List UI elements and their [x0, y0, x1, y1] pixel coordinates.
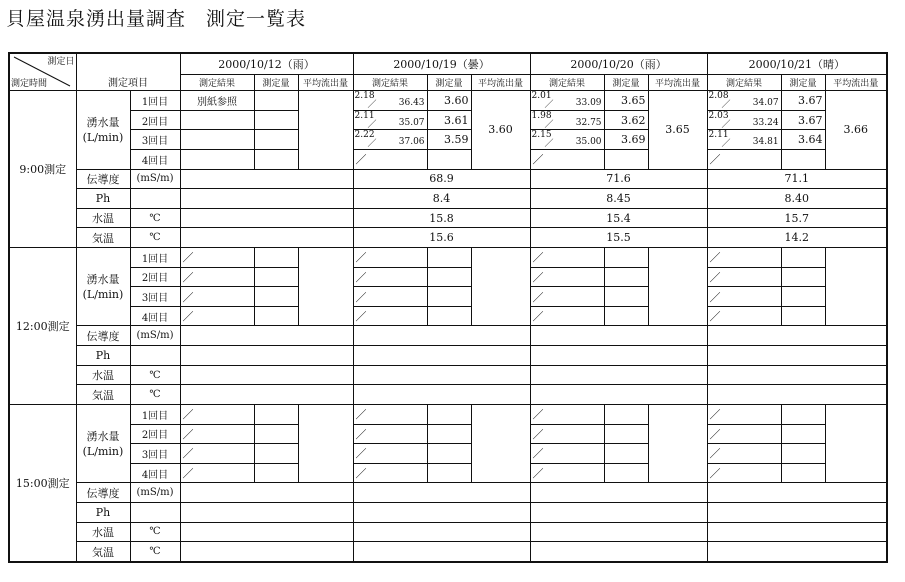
result-slash: ／	[544, 100, 554, 111]
volume-cell: 3.60	[427, 91, 471, 111]
conductivity-value: 71.1	[707, 169, 887, 189]
conductivity-value: 71.6	[530, 169, 707, 189]
conductivity-value	[530, 326, 707, 346]
result-cell: ／	[180, 404, 254, 424]
ph-value	[180, 346, 353, 366]
result-amount: 35.07	[398, 117, 425, 128]
air-temp-label: 気温	[76, 542, 130, 562]
air-temp-unit: ℃	[130, 542, 180, 562]
table-row-water-temp	[9, 365, 887, 385]
date-header-2: 2000/10/19（曇）	[353, 53, 530, 74]
volume-cell	[427, 444, 471, 464]
water-temp-label: 水温	[76, 208, 130, 228]
water-temp-value: 15.4	[530, 208, 707, 228]
sub-header-avg: 平均流出量	[298, 74, 353, 91]
result-cell: ／	[353, 306, 427, 326]
table-row	[9, 404, 887, 424]
volume-cell	[604, 404, 648, 424]
result-cell: ／	[530, 248, 604, 268]
result-time: 2.11	[354, 110, 375, 121]
volume-cell: 3.65	[604, 91, 648, 111]
volume-cell	[254, 287, 298, 307]
air-temp-value	[180, 542, 353, 562]
table-row-conductivity	[9, 169, 887, 189]
avg-cell: 3.60	[471, 91, 530, 169]
table-row-ph	[9, 189, 887, 209]
result-note: 別紙参照	[180, 91, 254, 111]
air-temp-value	[180, 228, 353, 248]
conductivity-unit: (mS/m)	[130, 326, 180, 346]
volume-cell	[781, 424, 825, 444]
water-temp-unit: ℃	[130, 522, 180, 542]
table-row-water-temp	[9, 522, 887, 542]
volume-cell	[781, 306, 825, 326]
result-cell: ／	[180, 248, 254, 268]
time-block-label: 9:00測定	[9, 91, 76, 248]
water-temp-value	[530, 365, 707, 385]
volume-cell	[781, 248, 825, 268]
avg-cell	[298, 248, 353, 326]
result-cell	[530, 130, 604, 150]
conductivity-value	[707, 326, 887, 346]
water-temp-label: 水温	[76, 522, 130, 542]
result-cell: ／	[353, 248, 427, 268]
ph-value	[707, 502, 887, 522]
result-cell: ／	[180, 444, 254, 464]
sub-header-avg: 平均流出量	[648, 74, 707, 91]
volume-cell	[781, 463, 825, 483]
water-temp-value: 15.8	[353, 208, 530, 228]
air-temp-unit: ℃	[130, 385, 180, 405]
result-slash: ／	[367, 119, 377, 130]
volume-cell	[781, 150, 825, 170]
volume-cell	[254, 463, 298, 483]
result-amount: 36.43	[398, 98, 425, 109]
conductivity-value	[707, 483, 887, 503]
result-cell	[180, 130, 254, 150]
result-cell: ／	[180, 463, 254, 483]
slot-label: 1回目	[130, 248, 180, 268]
air-temp-label: 気温	[76, 228, 130, 248]
table-row	[9, 267, 887, 287]
volume-cell	[604, 306, 648, 326]
table-row	[9, 444, 887, 464]
ph-unit	[130, 189, 180, 209]
volume-cell: 3.67	[781, 110, 825, 130]
volume-cell	[604, 150, 648, 170]
table-row-air-temp	[9, 228, 887, 248]
water-temp-value	[353, 365, 530, 385]
result-amount: 33.24	[752, 117, 779, 128]
volume-cell	[254, 150, 298, 170]
slot-label: 1回目	[130, 91, 180, 111]
slot-label: 2回目	[130, 267, 180, 287]
conductivity-label: 伝導度	[76, 169, 130, 189]
result-time: 1.98	[531, 110, 552, 121]
air-temp-value: 15.5	[530, 228, 707, 248]
conductivity-value	[180, 169, 353, 189]
ph-unit	[130, 346, 180, 366]
table-row	[9, 424, 887, 444]
table-row-ph	[9, 502, 887, 522]
water-temp-value	[353, 522, 530, 542]
volume-cell	[781, 287, 825, 307]
time-block-label: 15:00測定	[9, 404, 76, 562]
result-cell	[180, 110, 254, 130]
result-time: 2.03	[708, 110, 729, 121]
volume-cell: 3.61	[427, 110, 471, 130]
volume-cell: 3.62	[604, 110, 648, 130]
result-time: 2.18	[354, 91, 375, 102]
ph-label: Ph	[76, 502, 130, 522]
avg-cell	[298, 404, 353, 482]
result-slash: ／	[367, 139, 377, 150]
result-time: 2.22	[354, 130, 375, 141]
sub-header-result: 測定結果	[180, 74, 254, 91]
avg-cell	[825, 248, 887, 326]
volume-cell: 3.59	[427, 130, 471, 150]
conductivity-value	[530, 483, 707, 503]
volume-cell	[254, 267, 298, 287]
water-temp-value	[180, 522, 353, 542]
result-amount: 34.81	[752, 137, 779, 148]
air-temp-value	[707, 385, 887, 405]
air-temp-value: 15.6	[353, 228, 530, 248]
slot-label: 2回目	[130, 110, 180, 130]
result-cell	[530, 110, 604, 130]
result-amount: 33.09	[575, 98, 602, 109]
slot-label: 3回目	[130, 444, 180, 464]
result-cell: ／	[707, 444, 781, 464]
sub-header-result: 測定結果	[353, 74, 427, 91]
ph-unit	[130, 502, 180, 522]
water-temp-value	[707, 365, 887, 385]
result-cell: ／	[530, 463, 604, 483]
result-cell: ／	[707, 287, 781, 307]
volume-cell	[254, 444, 298, 464]
volume-cell	[427, 287, 471, 307]
table-row	[9, 91, 887, 111]
air-temp-value	[530, 542, 707, 562]
result-cell: ／	[530, 404, 604, 424]
sub-header-volume: 測定量	[604, 74, 648, 91]
ph-value	[707, 346, 887, 366]
volume-cell	[427, 424, 471, 444]
volume-cell	[427, 404, 471, 424]
result-cell	[530, 91, 604, 111]
result-cell: ／	[353, 287, 427, 307]
volume-cell	[604, 424, 648, 444]
air-temp-value	[530, 385, 707, 405]
result-cell	[707, 110, 781, 130]
volume-cell	[781, 404, 825, 424]
air-temp-unit: ℃	[130, 228, 180, 248]
avg-cell	[648, 248, 707, 326]
sub-header-avg: 平均流出量	[471, 74, 530, 91]
ph-value	[530, 502, 707, 522]
water-temp-value	[180, 208, 353, 228]
conductivity-value	[353, 326, 530, 346]
ph-value: 8.40	[707, 189, 887, 209]
avg-cell: 3.66	[825, 91, 887, 169]
conductivity-label: 伝導度	[76, 326, 130, 346]
measurement-table	[8, 52, 888, 563]
volume-cell	[781, 444, 825, 464]
sub-header-volume: 測定量	[781, 74, 825, 91]
table-row	[9, 306, 887, 326]
ph-label: Ph	[76, 189, 130, 209]
volume-cell	[781, 267, 825, 287]
slot-label: 4回目	[130, 463, 180, 483]
water-temp-unit: ℃	[130, 208, 180, 228]
water-temp-value	[180, 365, 353, 385]
volume-cell	[254, 248, 298, 268]
conductivity-value	[180, 326, 353, 346]
volume-cell	[427, 150, 471, 170]
volume-cell: 3.69	[604, 130, 648, 150]
result-slash: ／	[544, 139, 554, 150]
air-temp-value	[353, 385, 530, 405]
flow-label-name: 湧水量	[86, 272, 120, 286]
corner-date-label: 測定日	[47, 57, 75, 67]
volume-cell	[254, 404, 298, 424]
table-row	[9, 110, 887, 130]
ph-value	[530, 346, 707, 366]
table-row	[9, 287, 887, 307]
volume-cell	[254, 424, 298, 444]
result-amount: 32.75	[575, 117, 602, 128]
result-cell: ／	[180, 424, 254, 444]
date-header-4: 2000/10/21（晴）	[707, 53, 887, 74]
flow-label	[76, 248, 130, 326]
result-cell	[707, 130, 781, 150]
result-cell: ／	[530, 287, 604, 307]
ph-label: Ph	[76, 346, 130, 366]
table-row-conductivity	[9, 326, 887, 346]
result-cell: ／	[707, 306, 781, 326]
result-cell: ／	[530, 444, 604, 464]
conductivity-unit: (mS/m)	[130, 169, 180, 189]
result-cell: ／	[353, 444, 427, 464]
flow-label-unit: (L/min)	[82, 444, 124, 458]
conductivity-label: 伝導度	[76, 483, 130, 503]
result-cell	[180, 150, 254, 170]
table-row-ph	[9, 346, 887, 366]
avg-cell	[471, 248, 530, 326]
table-row-air-temp	[9, 542, 887, 562]
slot-label: 3回目	[130, 287, 180, 307]
water-temp-value: 15.7	[707, 208, 887, 228]
volume-cell	[604, 267, 648, 287]
result-slash: ／	[544, 119, 554, 130]
result-time: 2.15	[531, 130, 552, 141]
result-cell: ／	[530, 424, 604, 444]
result-time: 2.01	[531, 91, 552, 102]
date-header-1: 2000/10/12（雨）	[180, 53, 353, 74]
result-cell: ／	[353, 404, 427, 424]
result-cell: ／	[353, 463, 427, 483]
sub-header-result: 測定結果	[530, 74, 604, 91]
avg-cell	[648, 404, 707, 482]
ph-value	[353, 346, 530, 366]
result-cell: ／	[180, 306, 254, 326]
result-cell: ／	[707, 267, 781, 287]
date-header-3: 2000/10/20（雨）	[530, 53, 707, 74]
air-temp-value	[707, 542, 887, 562]
volume-cell	[254, 91, 298, 111]
flow-label	[76, 91, 130, 169]
conductivity-value	[353, 483, 530, 503]
volume-cell	[254, 110, 298, 130]
result-cell: ／	[707, 150, 781, 170]
slot-label: 3回目	[130, 130, 180, 150]
slot-label: 4回目	[130, 150, 180, 170]
flow-label-unit: (L/min)	[82, 130, 124, 144]
slot-label: 2回目	[130, 424, 180, 444]
header-row-dates	[9, 53, 887, 74]
result-cell: ／	[707, 463, 781, 483]
result-slash: ／	[721, 119, 731, 130]
volume-cell	[254, 306, 298, 326]
result-cell: ／	[353, 267, 427, 287]
avg-cell	[471, 404, 530, 482]
table-row-conductivity	[9, 483, 887, 503]
volume-cell	[427, 306, 471, 326]
flow-label-name: 湧水量	[86, 429, 120, 443]
avg-cell	[825, 404, 887, 482]
table-row-water-temp	[9, 208, 887, 228]
flow-label-unit: (L/min)	[82, 287, 124, 301]
time-block-label: 12:00測定	[9, 248, 76, 405]
table-row	[9, 150, 887, 170]
result-cell: ／	[707, 404, 781, 424]
water-temp-value	[530, 522, 707, 542]
conductivity-value	[180, 483, 353, 503]
page-title: 貝屋温泉湧出量調査 測定一覧表	[6, 8, 307, 30]
avg-cell: 3.65	[648, 91, 707, 169]
result-cell	[707, 91, 781, 111]
result-slash: ／	[721, 100, 731, 111]
sub-header-volume: 測定量	[254, 74, 298, 91]
sub-header-avg: 平均流出量	[825, 74, 887, 91]
volume-cell: 3.64	[781, 130, 825, 150]
result-slash: ／	[367, 100, 377, 111]
result-cell: ／	[353, 150, 427, 170]
result-cell: ／	[707, 248, 781, 268]
conductivity-value: 68.9	[353, 169, 530, 189]
air-temp-value	[180, 385, 353, 405]
ph-value	[180, 502, 353, 522]
conductivity-unit: (mS/m)	[130, 483, 180, 503]
volume-cell	[604, 287, 648, 307]
result-cell	[353, 110, 427, 130]
ph-value	[180, 189, 353, 209]
result-cell: ／	[530, 267, 604, 287]
result-amount: 34.07	[752, 98, 779, 109]
item-header: 測定項目	[76, 53, 180, 91]
table-row	[9, 463, 887, 483]
result-cell: ／	[530, 306, 604, 326]
water-temp-value	[707, 522, 887, 542]
air-temp-value	[353, 542, 530, 562]
air-temp-value: 14.2	[707, 228, 887, 248]
air-temp-label: 気温	[76, 385, 130, 405]
volume-cell	[427, 463, 471, 483]
ph-value: 8.45	[530, 189, 707, 209]
slot-label: 4回目	[130, 306, 180, 326]
result-cell: ／	[180, 267, 254, 287]
water-temp-label: 水温	[76, 365, 130, 385]
sub-header-result: 測定結果	[707, 74, 781, 91]
ph-value	[353, 502, 530, 522]
volume-cell	[427, 267, 471, 287]
result-time: 2.11	[708, 130, 729, 141]
volume-cell: 3.67	[781, 91, 825, 111]
result-cell: ／	[180, 287, 254, 307]
volume-cell	[427, 248, 471, 268]
avg-cell	[298, 91, 353, 169]
flow-label	[76, 404, 130, 482]
corner-cell	[9, 53, 76, 91]
volume-cell	[604, 463, 648, 483]
water-temp-unit: ℃	[130, 365, 180, 385]
table-row	[9, 248, 887, 268]
result-cell: ／	[707, 424, 781, 444]
corner-time-label: 測定時間	[11, 79, 48, 90]
result-cell: ／	[530, 150, 604, 170]
result-cell	[353, 91, 427, 111]
sub-header-volume: 測定量	[427, 74, 471, 91]
ph-value: 8.4	[353, 189, 530, 209]
volume-cell	[604, 248, 648, 268]
result-cell	[353, 130, 427, 150]
flow-label-name: 湧水量	[86, 115, 120, 129]
slot-label: 1回目	[130, 404, 180, 424]
volume-cell	[254, 130, 298, 150]
table-row-air-temp	[9, 385, 887, 405]
volume-cell	[604, 444, 648, 464]
table-row	[9, 130, 887, 150]
result-time: 2.08	[708, 91, 729, 102]
result-slash: ／	[721, 139, 731, 150]
result-amount: 37.06	[398, 137, 425, 148]
result-cell: ／	[353, 424, 427, 444]
result-amount: 35.00	[575, 137, 602, 148]
